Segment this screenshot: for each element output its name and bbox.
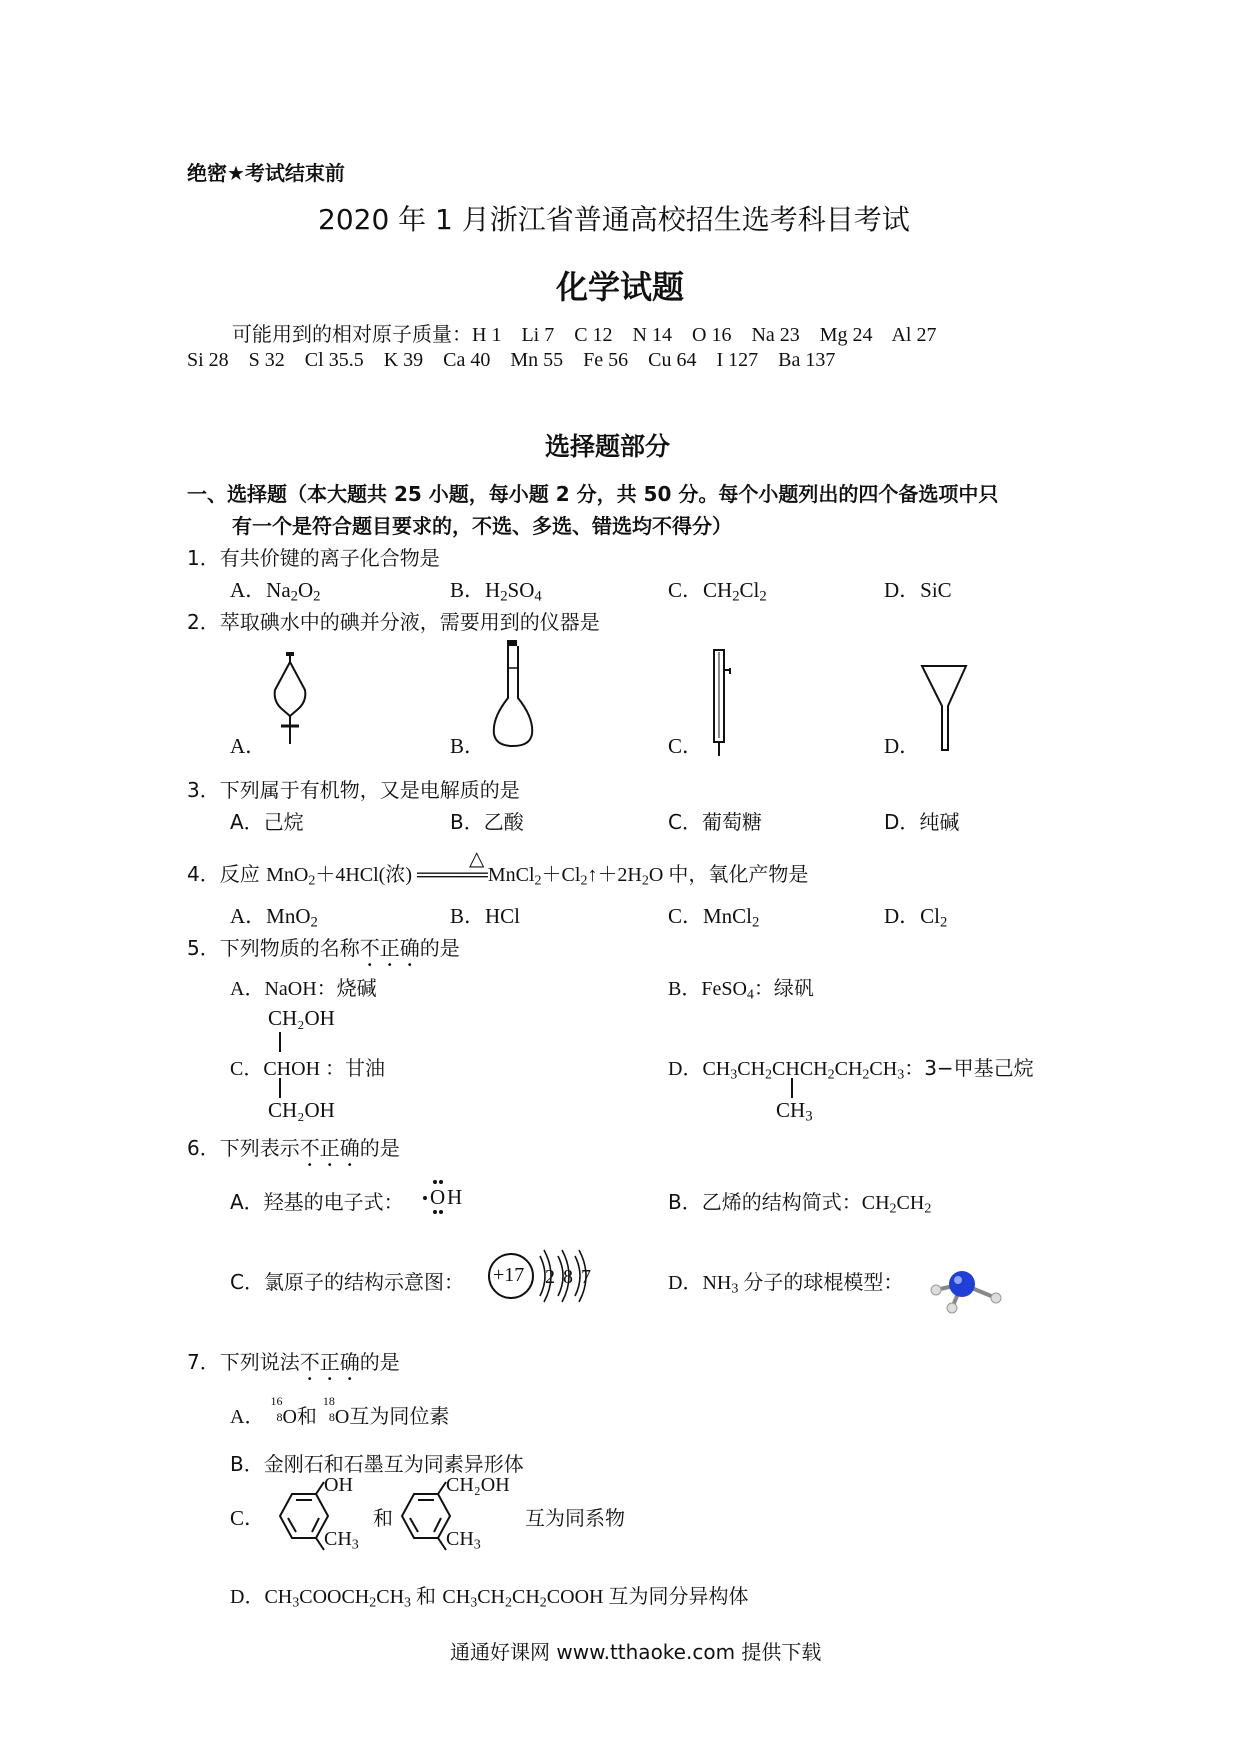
atomic-mass-values-1: H 1 Li 7 C 12 N 14 O 16 Na 23 Mg 24 Al 27 xyxy=(472,324,937,346)
q4-option-c: C．MnCl$_2$ xyxy=(668,904,760,931)
shell-3-electrons: 7 xyxy=(581,1266,591,1288)
part1-heading-2: 有一个是符合题目要求的，不选、多选、错选均不得分） xyxy=(232,514,732,538)
q4-option-b: B．HCl xyxy=(450,904,521,928)
q4-option-a: A．MnO$_2$ xyxy=(230,904,318,931)
glycerol-top: CH₂OH xyxy=(268,1006,335,1030)
q7-option-c-text: 互为同系物 xyxy=(525,1506,625,1530)
q1-option-c: C．$CH_2Cl_2$ xyxy=(668,578,767,605)
q5-option-a: A．NaOH：烧碱 xyxy=(230,976,377,1000)
q6-option-d: D．$NH_3$ 分子的球棍模型： xyxy=(668,1270,904,1297)
bond-line xyxy=(278,1032,282,1054)
shell-2-electrons: 8 xyxy=(563,1266,573,1288)
section-title: 选择题部分 xyxy=(545,432,671,461)
q2-option-c: C． xyxy=(668,734,704,758)
q7-option-c-and: 和 xyxy=(373,1506,393,1530)
q1-option-b: B．$H_2SO_4$ xyxy=(450,578,542,605)
q7-stem: 7．下列说法不正确的是 xyxy=(187,1350,400,1374)
q3-option-c: C．葡萄糖 xyxy=(668,810,762,834)
q2-stem: 2．萃取碘水中的碘并分液，需要用到的仪器是 xyxy=(187,610,600,634)
benzyl-ch2oh: CH₂OH xyxy=(446,1474,510,1496)
q7-option-a: A． 16 8 O和 18 8 O互为同位素 xyxy=(230,1394,450,1428)
q4-option-d: D．$Cl_2$ xyxy=(884,904,948,931)
q7-option-d: D．$CH_3COOCH_2CH_3$ 和 $CH_3CH_2CH_2COOH$ 互为同分异构体 xyxy=(230,1584,749,1611)
glycerol-bottom: CH₂OH xyxy=(268,1098,335,1122)
svg-text:O: O xyxy=(430,1185,446,1209)
atomic-mass-label: 可能用到的相对原子质量： xyxy=(232,322,472,346)
q5-option-b: B．FeSO$_4$：绿矾 xyxy=(668,976,814,1003)
q4-stem: 4．反应 MnO$_2$＋4HCl(浓) $═════MnCl_2+Cl_2↑+2H_2O$ 中，氧化产物是 xyxy=(187,862,809,889)
q3-option-d: D．纯碱 xyxy=(884,810,960,834)
bond-line xyxy=(790,1078,794,1100)
q5-option-d: D．$CH_3CH_2CHCH_2CH_2CH_3$：3−甲基己烷 xyxy=(668,1056,1034,1083)
q1-stem: 1．有共价键的离子化合物是 xyxy=(187,546,440,570)
separatory-funnel-icon xyxy=(265,652,315,752)
o-cresol-oh: OH xyxy=(324,1474,353,1496)
footer-source: 通通好课网 www.tthaoke.com 提供下载 xyxy=(450,1640,822,1664)
nucleus-charge: +17 xyxy=(493,1264,525,1286)
q1-option-d: D．SiC xyxy=(884,578,952,602)
exam-title: 2020 年 1 月浙江省普通高校招生选考科目考试 xyxy=(318,203,910,236)
q3-stem: 3．下列属于有机物，又是电解质的是 xyxy=(187,778,520,802)
benzyl-ch3: $CH_3$ xyxy=(446,1528,481,1553)
funnel-icon xyxy=(920,664,968,752)
q5-option-c: C．CHOH ：甘油 xyxy=(230,1056,386,1080)
burette-icon xyxy=(705,650,735,760)
q2-option-d: D． xyxy=(884,734,921,758)
methyl-branch: $CH_3$ xyxy=(776,1098,813,1125)
q6-option-b: B．乙烯的结构简式：$CH_2CH_2$ xyxy=(668,1190,932,1217)
q6-option-c-label: C．氯原子的结构示意图： xyxy=(230,1270,464,1294)
atomic-mass-line1 xyxy=(232,318,936,347)
q2-option-a: A． xyxy=(230,734,267,758)
o-cresol-ch3: $CH_3$ xyxy=(324,1528,359,1553)
q3-option-a: A．己烷 xyxy=(230,810,304,834)
q6-stem: 6．下列表示不正确的是 xyxy=(187,1136,400,1160)
ammonia-ball-stick-model xyxy=(928,1268,1008,1316)
q5-stem: 5．下列物质的名称不正确的是 xyxy=(187,936,460,960)
part1-heading-1: 一、选择题（本大题共 25 小题，每小题 2 分，共 50 分。每个小题列出的四个备选项中只 xyxy=(187,482,999,506)
confidential-mark: 绝密★考试结束前 xyxy=(187,161,345,185)
volumetric-flask-icon xyxy=(488,640,538,750)
bond-line xyxy=(278,1078,282,1100)
shell-1-electrons: 2 xyxy=(545,1266,555,1288)
q7-option-c-letter: C． xyxy=(230,1506,266,1530)
hydroxyl-electron-formula xyxy=(420,1178,468,1218)
subject-title: 化学试题 xyxy=(556,268,685,306)
q7-option-b: B．金刚石和石墨互为同素异形体 xyxy=(230,1452,524,1476)
atomic-mass-values-2: Si 28 S 32 Cl 35.5 K 39 Ca 40 Mn 55 Fe 56 Cu 64 I 127 Ba 137 xyxy=(187,349,836,371)
heat-symbol: △ xyxy=(469,848,485,870)
q2-option-b: B． xyxy=(450,734,486,758)
svg-text:H: H xyxy=(447,1185,463,1209)
q3-option-b: B．乙酸 xyxy=(450,810,524,834)
q6-option-a-label: A．羟基的电子式： xyxy=(230,1190,404,1214)
q1-option-a: A．$Na_2O_2$ xyxy=(230,578,321,605)
